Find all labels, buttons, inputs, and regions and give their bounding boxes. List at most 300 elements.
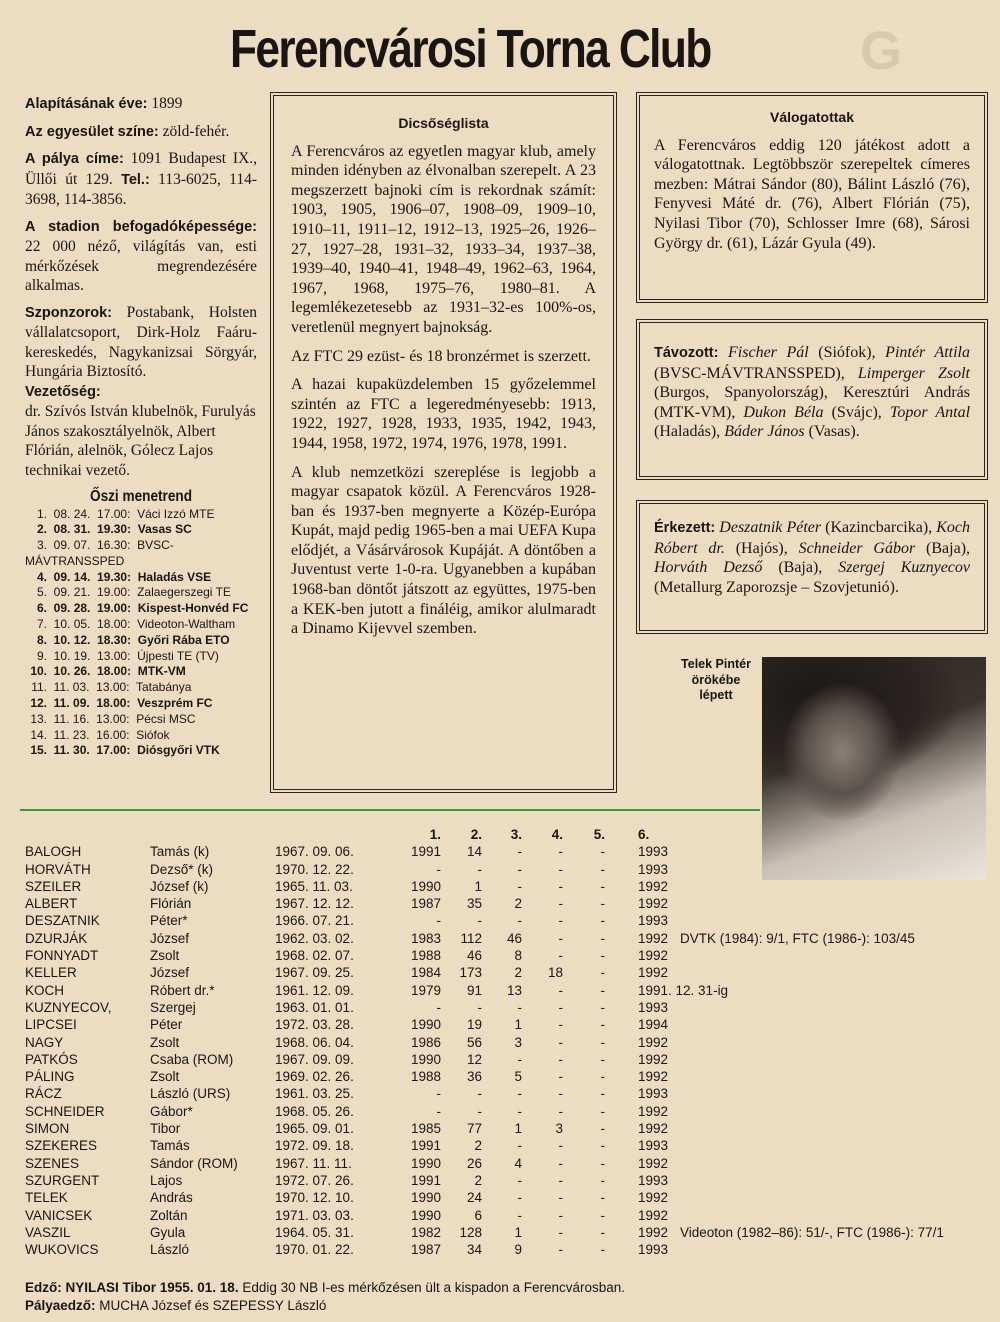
contract: 1993 [638,999,669,1015]
first-name: Gyula [150,1224,186,1240]
col-5: - [600,965,605,981]
col-5: - [600,1155,605,1171]
col-5: - [600,896,605,912]
schedule-time: 13.00: [96,711,130,726]
coach: Edző: NYILASI Tibor 1955. 01. 18. Eddig 30 NB I-es mérkőzésen ült a kispadon a Ferencvárosban. [25,1280,626,1295]
birth-date: 1968. 02. 07. [275,948,354,964]
contract: 1992 [638,1103,669,1119]
matches: 26 [466,1155,482,1171]
birth-date: 1968. 05. 26. [275,1103,354,1119]
contract: 1992 [638,1207,669,1223]
birth-date: 1967. 09. 25. [275,965,354,981]
surname: SZEILER [25,878,82,894]
schedule-time: 19.00: [97,601,132,616]
surname: PÁLING [25,1069,75,1085]
col-5: - [600,982,605,998]
contract: 1992 [638,1190,669,1206]
departed-box [639,322,985,477]
birth-date: 1966. 07. 21. [275,913,354,929]
sponsors: Szponzorok: Postabank, Holsten vállalatcsoport, Dirk-Holz Faáru-kereskedés, Nagykanizsai Sörgyár, Hungária Biztosító. [25,303,257,380]
schedule-time: 19.30: [97,522,132,537]
goals: 1 [514,1017,522,1033]
debut-year: 1988 [410,948,441,964]
capacity: A stadion befogadóképessége: 22 000 néző, világítás van, esti mérkőzések megrendezésére alkalmas. [25,218,257,294]
birth-date: 1963. 01. 01. [275,999,354,1015]
surname: NAGY [25,1034,64,1050]
schedule-item [25,570,265,586]
surname: FONNYADT [25,948,99,964]
goals: 8 [514,948,522,964]
schedule-n: 3. [36,538,47,553]
debut-year: 1979 [410,982,441,998]
first-name: László [150,1242,190,1258]
col-5: - [600,1224,605,1240]
col-header: 3. [510,827,522,842]
goals: 4 [514,1155,522,1171]
birth-date: 1970. 01. 22. [275,1242,354,1258]
goals: 1 [514,1224,522,1240]
surname: WUKOVICS [25,1242,99,1258]
schedule-n: 1. [36,506,47,521]
schedule-n: 4. [36,569,47,584]
matches: 35 [466,896,482,912]
national-title: Válogatottak [769,109,854,125]
birth-date: 1971. 03. 03. [275,1207,354,1223]
first-name: Zoltán [150,1207,188,1223]
divider-line [20,809,760,811]
matches: 91 [466,982,482,998]
player-name: Fischer Pál [728,344,809,361]
debut-year: 1982 [410,1224,441,1240]
birth-date: 1967. 11. 11. [275,1155,352,1171]
debut-year: 1991 [410,1138,441,1154]
goals: 5 [514,1069,522,1085]
col-4: - [558,896,563,912]
debut-year: - [436,1103,441,1119]
schedule-team: Videoton-Waltham [137,617,236,632]
contract: 1992 [638,1155,669,1171]
debut-year: 1985 [410,1121,441,1137]
debut-year: 1986 [410,1034,441,1050]
schedule-team: Veszprém FC [137,696,213,711]
first-name: Gábor* [150,1103,193,1119]
goals: - [517,1172,522,1188]
schedule-date: 09. 07. [53,538,91,553]
col-5: - [600,878,605,894]
col-header: 5. [593,827,605,842]
schedule-team: Pécsi MSC [136,711,196,726]
col-5: - [600,1242,605,1258]
goals: - [517,1103,522,1119]
player-name: Szergej Kuznyecov [838,559,971,577]
assistant-coach: Pályaedző: MUCHA József és SZEPESSY László [25,1297,327,1313]
surname: KELLER [25,965,77,981]
transfer-text: (Siófok), [808,344,886,361]
col-4: - [558,861,563,877]
schedule-date: 10. 12. [53,632,91,647]
schedule-n: 15. [30,743,47,758]
schedule-time: 18.00: [97,664,132,679]
player-name: Limperger Zsolt [857,364,970,382]
photo-caption: Telek Pintér örökébe lépett [681,657,751,702]
matches: 14 [466,844,482,860]
col-5: - [600,1138,605,1154]
contract: 1993 [638,1172,669,1188]
col-5: - [600,861,605,877]
schedule-team: Győri Rába ETO [137,632,230,647]
debut-year: - [436,861,441,877]
col-5: - [600,1121,605,1137]
goals: 1 [514,1121,522,1137]
contract: 1992 [638,1121,669,1137]
goals: - [517,1207,522,1223]
schedule-team: BVSC-MÁVTRANSSPED [25,538,174,568]
matches: - [477,861,482,877]
col-4: - [558,913,563,929]
schedule-item [25,743,265,759]
col-5: - [600,1103,605,1119]
col-5: - [600,844,605,860]
birth-date: 1961. 03. 25. [275,1086,354,1102]
first-name: Péter [150,1017,183,1033]
first-name: József (k) [150,878,209,894]
footer [25,1279,625,1314]
col-5: - [600,1172,605,1188]
transfer-text: (Haladás), [654,423,725,441]
first-name: Róbert dr.* [150,982,215,998]
col-4: - [558,1086,563,1102]
birth-date: 1968. 06. 04. [275,1034,354,1050]
surname: DESZATNIK [25,913,100,929]
contract: 1992 [638,948,669,964]
schedule-item [25,696,265,712]
col-4: - [558,1172,563,1188]
schedule-n: 10. [30,664,47,679]
matches: 128 [459,1224,482,1240]
first-name: Zsolt [150,948,180,964]
debut-year: 1984 [410,965,441,981]
schedule-item [25,680,265,696]
debut-year: 1990 [410,1190,441,1206]
faded-bleed-text: G [860,21,903,81]
col-5: - [600,1207,605,1223]
birth-date: 1962. 03. 02. [275,930,354,946]
col-4: - [558,1051,563,1067]
schedule-team: Kispest-Honvéd FC [137,601,249,616]
debut-year: 1991 [410,1172,441,1188]
matches: 173 [459,965,482,981]
transfer-text: (Kazincbarcika), [821,519,937,536]
col-4: - [558,1155,563,1171]
col-5: - [600,1051,605,1067]
contract: 1992 [638,1051,669,1067]
schedule-item [25,507,265,523]
contract: 1991. 12. 31-ig [638,982,729,998]
schedule-date: 08. 24. [53,506,91,521]
schedule-time: 18.00: [96,696,131,711]
debut-year: - [436,1086,441,1102]
goals: 2 [514,965,522,981]
col-5: - [600,1069,605,1085]
contract: 1992 [638,1224,669,1240]
founded: Alapításának éve: 1899 [25,95,183,112]
birth-date: 1965. 11. 03. [275,878,353,894]
birth-date: 1970. 12. 10. [275,1190,354,1206]
address: A pálya címe: 1091 Budapest IX., Üllői út 129. Tel.: 113-6025, 114-3698, 114-3856. [25,150,258,208]
col-5: - [600,999,605,1015]
first-name: Tamás [150,1138,190,1154]
schedule-n: 7. [36,617,47,632]
matches: 46 [466,948,482,964]
contract: 1993 [638,1242,669,1258]
surname: VANICSEK [25,1207,93,1223]
surname: TELEK [25,1190,68,1206]
first-name: Lajos [150,1172,183,1188]
contract: 1993 [638,844,669,860]
schedule-item [25,633,265,649]
contract: 1992 [638,878,669,894]
transfer-text: (Svájc), [823,403,890,421]
matches: 2 [474,1172,482,1188]
birth-date: 1969. 02. 26. [275,1069,354,1085]
schedule-date: 11. 16. [53,711,90,726]
schedule-date: 10. 19. [53,648,91,663]
arrived-label: Érkezett: [654,520,716,536]
schedule-item [25,585,265,601]
first-name: Szergej [150,999,196,1015]
matches: 112 [460,930,482,946]
schedule-time: 17.00: [97,506,131,521]
matches: 77 [466,1121,482,1137]
transfer-text: (Baja), [915,539,971,557]
surname: SZENES [25,1155,80,1171]
surname: SZEKERES [25,1138,98,1154]
col-5: - [600,948,605,964]
schedule-date: 09. 14. [53,569,91,584]
honours-paragraph: A Ferencváros az egyetlen magyar klub, amely minden idényben az élvonalban szerepelt. A 23 megszerzett bajnoki cím is rekordnak számít: 1903, 1905, 1906–07, 1908–09, 1909–10, 1910–11, 1911–12, 1912–13, 1925–26, 1926–27, 1927–28, 1931–32, 1933–34, 1937–38, 1939–40, 1940–41, 1948–49, 1962–63, 1964, 1967, 1968, 1975–76, 1980–81. A legemlékezetesebb az 1931–32-es 100%-os, veretlenül megnyert bajnokság. [291,142,596,336]
col-5: - [600,930,605,946]
transfer-text: (Metallurg Zaporozsje – Szovjetunió). [654,578,899,596]
transfer-text: (Vasas). [804,423,860,441]
schedule-team: MTK-VM [137,664,186,679]
surname: KOCH [25,982,65,998]
schedule-time: 16.30: [97,538,131,553]
schedule-n: 2. [36,522,47,537]
schedule-title: Őszi menetrend [89,488,193,505]
goals: - [517,878,522,894]
surname: KUZNYECOV, [25,999,112,1015]
col-header: 4. [551,827,563,842]
goals: 9 [514,1242,522,1258]
surname: BALOGH [25,844,82,860]
note: Videoton (1982–86): 51/-, FTC (1986-): 77/1 [680,1224,944,1240]
contract: 1993 [638,1138,669,1154]
goals: - [517,1086,522,1102]
goals: - [517,999,522,1015]
club-info [25,94,257,759]
transfer-text: (Baja), [762,559,839,577]
schedule-n: 11. [31,680,47,695]
debut-year: 1990 [410,878,441,894]
first-name: József [150,930,190,946]
honours-paragraph: A klub nemzetközi szereplése is legjobb a magyar csapatok közül. A Ferencváros 1928-ban és 1937-ben megnyerte a Közép-Európa Kupát, majd pedig 1965-ben a mai UEFA Kupa elődjét, a Vásárvárosok Kupáját. A döntőben a Juventust verte 1-0-ra. Ugyanebben a kupában 1968-ban döntőt játszott az együttes, 1975-ben a KEK-ben jutott a fináléig, amikor alulmaradt a Dinamo Kijevvel szemben. [291,463,596,638]
contract: 1992 [638,1034,669,1050]
col-header: 6. [638,827,650,842]
schedule-date: 09. 21. [53,585,91,600]
transfer-text: (Hajós), [724,539,799,557]
col-4: - [558,878,563,894]
schedule-date: 08. 31. [53,522,91,537]
schedule-date: 11. 23. [53,727,90,742]
goals: - [517,913,522,929]
schedule-time: 13.00: [97,648,131,663]
club-colors: Az egyesület színe: zöld-fehér. [25,122,230,140]
debut-year: - [436,913,441,929]
schedule-item [25,601,265,617]
matches: 56 [466,1034,482,1050]
first-name: Tamás (k) [150,844,210,860]
goals: - [517,861,522,877]
first-name: Dezső* (k) [150,861,214,877]
player-name: Koch Róbert dr. [654,519,970,557]
schedule-list [25,507,265,760]
player-name: Topor Antal [889,403,971,421]
first-name: Péter* [150,913,188,929]
surname: VASZIL [25,1224,71,1240]
schedule-item [25,522,265,538]
first-name: Sándor (ROM) [150,1155,238,1171]
debut-year: 1990 [410,1155,441,1171]
matches: 12 [466,1051,482,1067]
goals: 13 [506,982,522,998]
col-5: - [600,1086,605,1102]
first-name: Tibor [150,1121,181,1137]
col-4: - [558,930,563,946]
schedule-team: Diósgyőri VTK [137,743,220,758]
col-5: - [600,913,605,929]
debut-year: 1991 [410,844,441,860]
first-name: József [150,965,190,981]
schedule-time: 17.00: [96,743,131,758]
schedule-n: 6. [36,601,47,616]
contract: 1992 [638,896,669,912]
matches: 2 [474,1138,482,1154]
birth-date: 1961. 12. 09. [275,982,354,998]
debut-year: 1988 [410,1069,441,1085]
matches: - [477,913,482,929]
player-name: Dukon Béla [743,403,824,421]
national-team-box [639,95,985,300]
note: DVTK (1984): 9/1, FTC (1986-): 103/45 [680,930,915,946]
matches: 24 [466,1190,482,1206]
contract: 1993 [638,861,669,877]
schedule-time: 19.30: [97,569,132,584]
col-header: 1. [429,827,441,842]
schedule-item [25,617,265,633]
player-name: Deszatnik Péter [719,519,822,536]
schedule-date: 10. 05. [53,617,91,632]
goals: 46 [506,930,522,946]
goals: - [517,1190,522,1206]
birth-date: 1964. 05. 31. [275,1224,354,1240]
schedule-team: Zalaegerszegi TE [137,585,231,600]
schedule-date: 11. 30. [53,743,90,758]
goals: 2 [514,896,522,912]
col-4: - [558,844,563,860]
col-4: - [558,1017,563,1033]
schedule-date: 09. 28. [53,601,91,616]
debut-year: 1990 [410,1051,441,1067]
birth-date: 1972. 09. 18. [275,1138,354,1154]
schedule-n: 13. [30,711,47,726]
contract: 1993 [638,913,669,929]
col-header: 2. [470,827,482,842]
schedule-date: 10. 26. [53,664,91,679]
schedule-date: 11. 09. [53,696,90,711]
schedule-item [25,712,265,728]
schedule-time: 18.00: [97,617,131,632]
schedule-time: 16.00: [96,727,130,742]
schedule-n: 12. [30,696,47,711]
debut-year: 1983 [410,930,441,946]
matches: - [477,1086,482,1102]
transfer-text: (BVSC-MÁVTRANSSPED), [654,364,858,382]
goals: - [517,1138,522,1154]
contract: 1992 [638,1069,669,1085]
col-5: - [600,1017,605,1033]
honours-paragraph: A hazai kupaküzdelemben 15 győzelemmel szintén az FTC a legeredményesebb: 1913, 1922, 1927, 1928, 1933, 1935, 1942, 1943, 1944, 1958, 1972, 1974, 1976, 1978, 1991. [291,376,596,452]
debut-year: 1990 [410,1017,441,1033]
schedule-team: Siófok [136,727,170,742]
surname: LIPCSEI [25,1017,77,1033]
schedule-team: Tatabánya [135,680,192,695]
schedule-date: 11. 03. [53,680,90,695]
honours-box [273,95,614,790]
col-4: - [558,982,563,998]
goals: - [517,844,522,860]
contract: 1994 [638,1017,669,1033]
player-name: Horváth Dezső [654,559,763,577]
matches: 36 [466,1069,482,1085]
col-4: - [558,1207,563,1223]
first-name: Zsolt [150,1069,180,1085]
first-name: Zsolt [150,1034,180,1050]
schedule-item [25,649,265,665]
surname: PATKÓS [25,1051,78,1067]
schedule-n: 8. [36,632,47,647]
matches: 19 [466,1017,482,1033]
schedule-n: 14. [30,727,47,742]
birth-date: 1967. 12. 12. [275,896,354,912]
matches: 1 [474,878,482,894]
schedule-item [25,538,265,570]
col-5: - [600,1034,605,1050]
schedule-time: 13.00: [96,680,130,695]
management: Vezetőség: dr. Szívós István klubelnök, Furulyás János szakosztályelnök, Albert Flórián, alelnök, Gólecz Lajos technikai vezető. [25,383,256,479]
matches: - [477,1103,482,1119]
birth-date: 1972. 07. 26. [275,1172,354,1188]
schedule-n: 5. [36,585,47,600]
birth-date: 1970. 12. 22. [275,861,354,877]
first-name: András [150,1190,193,1206]
birth-date: 1967. 09. 06. [275,844,354,860]
col-4: - [558,1190,563,1206]
debut-year: 1987 [410,896,441,912]
birth-date: 1965. 09. 01. [275,1121,354,1137]
player-name: Báder János [724,423,805,441]
schedule-team: Váci Izzó MTE [137,506,215,521]
col-4: - [558,948,563,964]
